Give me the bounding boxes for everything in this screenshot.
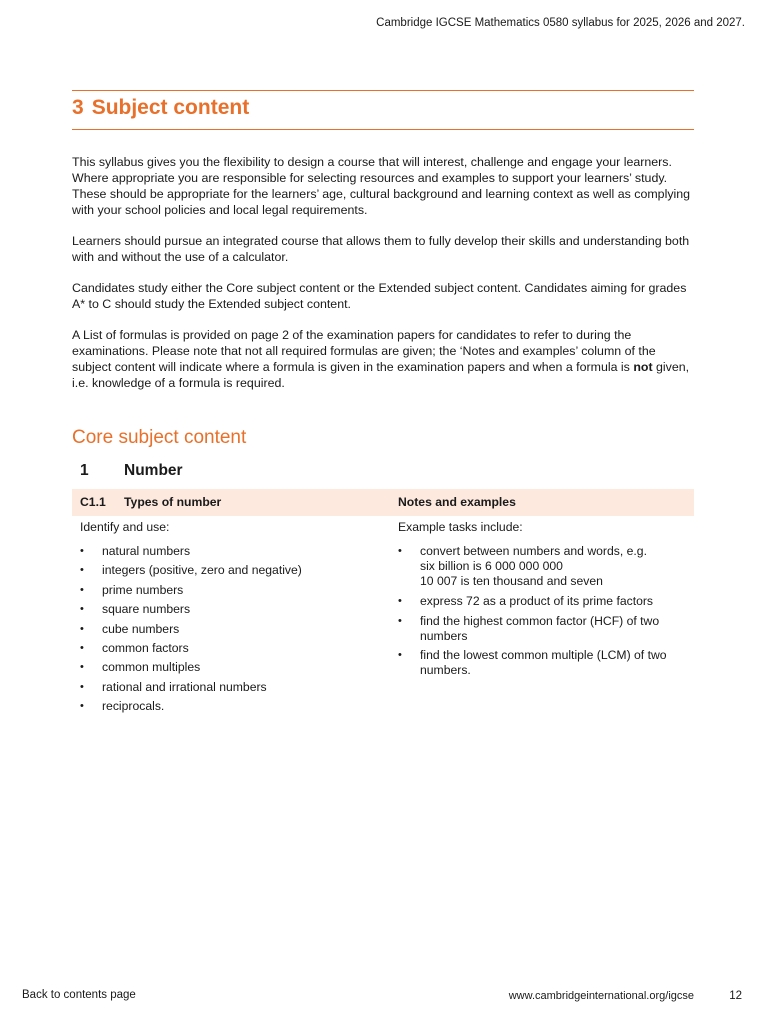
list-item: • find the highest common factor (HCF) of two numbers bbox=[398, 614, 688, 644]
list-item: • cube numbers bbox=[72, 622, 372, 637]
topic-title: Number bbox=[124, 462, 183, 479]
note-example-line: 10 007 is ten thousand and seven bbox=[420, 574, 603, 588]
notes-list bbox=[398, 544, 688, 678]
list-item: • integers (positive, zero and negative) bbox=[72, 563, 372, 578]
content-column bbox=[72, 520, 372, 719]
notes-lead: Example tasks include: bbox=[398, 520, 523, 534]
content-table-header bbox=[72, 489, 694, 516]
note-line: • convert between numbers and words, e.g. bbox=[420, 544, 647, 558]
core-subject-heading: Core subject content bbox=[72, 427, 247, 448]
intro-paragraph-4-emphasis: not bbox=[633, 360, 653, 374]
notes-column bbox=[398, 520, 688, 683]
list-item: • rational and irrational numbers bbox=[72, 680, 372, 695]
topic-number: 1 bbox=[80, 462, 89, 479]
intro-paragraph-4 bbox=[72, 327, 697, 391]
intro-paragraph-1: This syllabus gives you the flexibility to design a course that will interest, challenge and engage your learners. Where appropriate you are responsible for selecting resources and examples to support your learners’ study. These should be appropriate for the learners’ age, cultural background and learning context as well as complying with your school policies and local legal requirements. bbox=[72, 155, 691, 217]
intro-paragraph-4-end: given, i.e. knowledge of a formula is required. bbox=[72, 360, 690, 390]
back-to-contents-link[interactable]: Back to contents page bbox=[22, 989, 136, 1001]
list-item: • prime numbers bbox=[72, 583, 372, 598]
section-number: 3 bbox=[72, 96, 84, 119]
content-list bbox=[72, 544, 372, 714]
list-item: • common multiples bbox=[72, 660, 372, 675]
list-item: • reciprocals. bbox=[72, 699, 372, 714]
title-rule-top bbox=[72, 90, 694, 91]
footer-url[interactable]: www.cambridgeinternational.org/igcse bbox=[508, 990, 694, 1002]
list-item: • natural numbers bbox=[72, 544, 372, 559]
intro-paragraph-3: Candidates study either the Core subject content or the Extended subject content. Candidates aiming for grades A* to C should study the Extended subject content. bbox=[72, 281, 687, 311]
table-notes-header: Notes and examples bbox=[398, 495, 516, 509]
section-title-text: Subject content bbox=[91, 96, 250, 119]
intro-paragraph-2: Learners should pursue an integrated course that allows them to fully develop their skills and understanding both with and without the use of a calculator. bbox=[72, 234, 690, 264]
content-lead: Identify and use: bbox=[80, 520, 170, 534]
note-example-line: six billion is 6 000 000 000 bbox=[420, 559, 563, 573]
list-item: • express 72 as a product of its prime factors bbox=[398, 594, 688, 609]
title-rule-bottom bbox=[72, 129, 694, 130]
intro-paragraph-4-start: A List of formulas is provided on page 2 of the examination papers for candidates to refer to during the examinations. Please note that not all required formulas are given; the ‘Notes and examples’ column of the subject content will indicate where a formula is given in the examination papers and when a formula is bbox=[72, 328, 656, 374]
list-item: • common factors bbox=[72, 641, 372, 656]
list-item: • square numbers bbox=[72, 602, 372, 617]
page-number: 12 bbox=[729, 990, 742, 1002]
section-title bbox=[72, 96, 249, 120]
running-header: Cambridge IGCSE Mathematics 0580 syllabus for 2025, 2026 and 2027. bbox=[376, 17, 745, 29]
table-code: C1.1 bbox=[80, 495, 106, 509]
intro-text bbox=[72, 154, 697, 406]
list-item bbox=[398, 544, 688, 589]
list-item: • find the lowest common multiple (LCM) of two numbers. bbox=[398, 648, 688, 678]
table-title: Types of number bbox=[124, 495, 222, 509]
topic-heading bbox=[80, 462, 183, 480]
